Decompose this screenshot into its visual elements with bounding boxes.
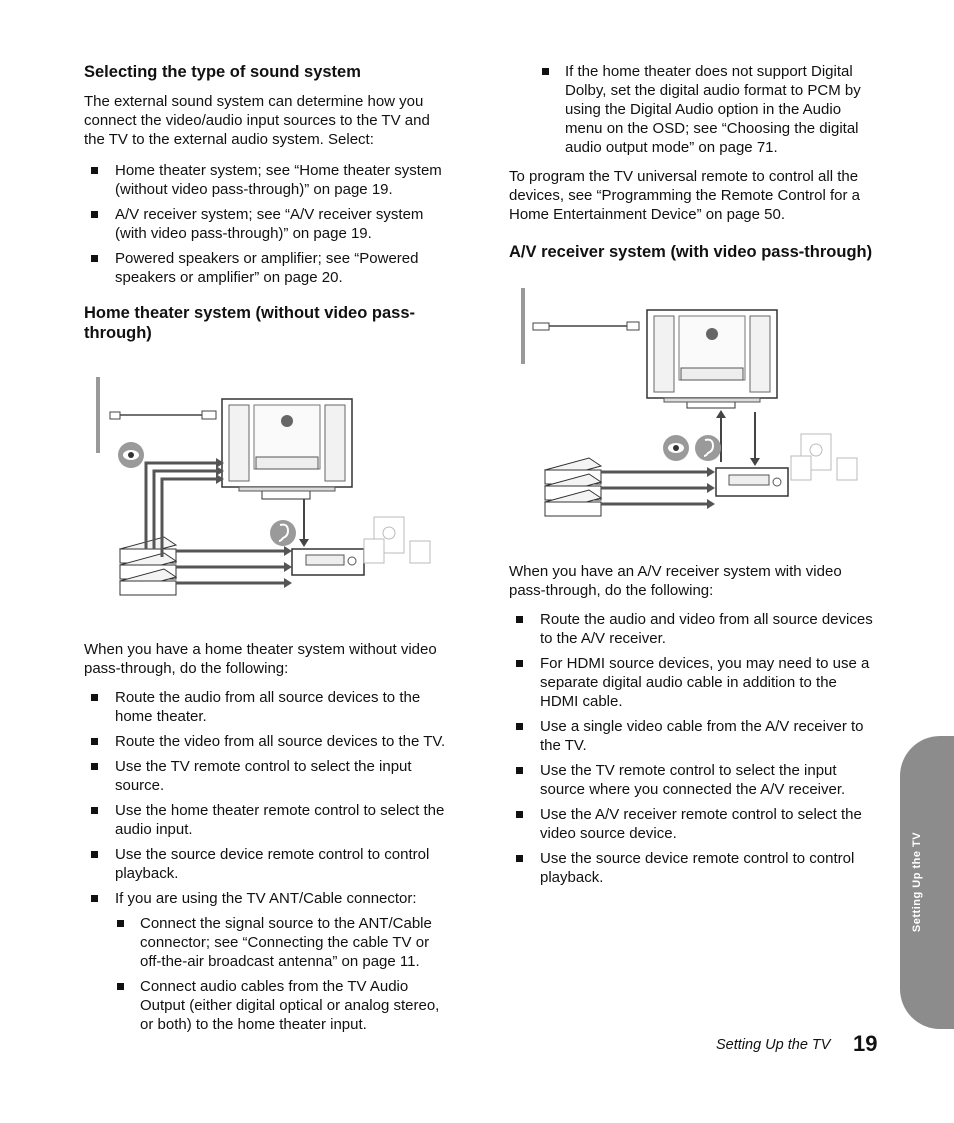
cable-connector: [627, 322, 639, 330]
av-receiver-diagram: [509, 272, 879, 562]
av-arrows: [707, 467, 715, 509]
page-number: 19: [853, 1031, 878, 1056]
section-heading-av-receiver: A/V receiver system (with video pass-through): [509, 243, 873, 261]
list-item: Use the source device remote control to control playback.: [84, 845, 454, 883]
home-theater-diagram-svg: [84, 353, 454, 640]
list-item: Use a single video cable from the A/V receiver to the TV.: [509, 717, 879, 755]
arrow-down: [750, 458, 760, 466]
chapter-tab: [900, 736, 954, 1029]
wall-plate: [521, 288, 525, 364]
list-item: Use the A/V receiver remote control to select the video source device.: [509, 805, 879, 843]
home-theater-steps: [84, 688, 454, 1034]
ear-icon: [695, 435, 721, 461]
arrow-up: [716, 410, 726, 418]
av-receiver-diagram-svg: [509, 272, 879, 562]
list-item: Use the TV remote control to select the input source where you connected the A/V receiver.: [509, 761, 879, 799]
footer-chapter-title: Setting Up the TV: [716, 1037, 831, 1053]
eye-icon: [663, 435, 689, 461]
tv-back: [647, 310, 777, 408]
list-item-text: If you are using the TV ANT/Cable connector:: [115, 890, 417, 907]
list-item: Route the audio and video from all source devices to the A/V receiver.: [509, 610, 879, 648]
tv-back: [222, 399, 352, 499]
cable-connector: [110, 412, 120, 419]
cable-connector: [533, 323, 549, 330]
list-item: Home theater system; see “Home theater system (without video pass-through)” on page 19.: [84, 161, 454, 199]
right-column: [509, 62, 879, 893]
list-item: Use the source device remote control to control playback.: [509, 849, 879, 887]
list-item: Route the video from all source devices to the TV.: [84, 732, 454, 751]
arrow-down: [299, 539, 309, 547]
sub-list-item: If the home theater does not support Digital Dolby, set the digital audio format to PCM by using the Digital Audio option in the Audio menu on the OSD; see “Choosing the digital audio output mode” on page 71.: [540, 62, 879, 157]
intro-paragraph: The external sound system can determine how you connect the video/audio input sources to the TV and the TV to the external audio system. Select:: [84, 93, 430, 148]
home-theater-intro: When you have a home theater system without video pass-through, do the following:: [84, 641, 437, 677]
sub-list-item: Connect audio cables from the TV Audio Output (either digital optical or analog stereo, or both) to the home theater input.: [115, 977, 454, 1034]
list-item: For HDMI source devices, you may need to use a separate digital audio cable in addition to the HDMI cable.: [509, 654, 879, 711]
eye-icon: [118, 442, 144, 468]
audio-arrows: [284, 546, 292, 588]
source-devices: [120, 537, 176, 595]
section-heading-home-theater: Home theater system (without video pass-through): [84, 304, 415, 342]
list-item: Route the audio from all source devices to the home theater.: [84, 688, 454, 726]
cable-connector: [202, 411, 216, 419]
sub-list-item: Connect the signal source to the ANT/Cable connector; see “Connecting the cable TV or off-the-air broadcast antenna” on page 11.: [115, 914, 454, 971]
av-cables: [601, 472, 707, 504]
chapter-tab-label: Setting Up the TV: [911, 831, 923, 933]
list-item: A/V receiver system; see “A/V receiver system (with video pass-through)” on page 19.: [84, 205, 454, 243]
ant-cable-substeps: [115, 914, 454, 1034]
av-receiver-steps: [509, 610, 879, 887]
list-item: Use the TV remote control to select the input source.: [84, 757, 454, 795]
home-theater-diagram: [84, 353, 454, 640]
ear-icon: [270, 520, 296, 546]
source-devices: [545, 458, 601, 516]
left-column: [84, 62, 454, 1040]
home-theater-receiver: [292, 549, 364, 575]
audio-cables: [176, 551, 284, 583]
speakers: [364, 517, 430, 563]
list-item: [84, 889, 454, 1034]
av-receiver: [716, 468, 788, 496]
list-item: Powered speakers or amplifier; see “Powered speakers or amplifier” on page 20.: [84, 249, 454, 287]
section-heading-sound-system: Selecting the type of sound system: [84, 63, 361, 81]
remote-note: To program the TV universal remote to control all the devices, see “Programming the Remote Control for a Home Entertainment Device” on page 50.: [509, 168, 860, 223]
sound-system-options: [84, 161, 454, 287]
speakers: [791, 434, 857, 480]
wall-plate: [96, 377, 100, 453]
continued-substeps: [540, 62, 879, 157]
av-receiver-intro: When you have an A/V receiver system with video pass-through, do the following:: [509, 563, 842, 599]
list-item: Use the home theater remote control to select the audio input.: [84, 801, 454, 839]
